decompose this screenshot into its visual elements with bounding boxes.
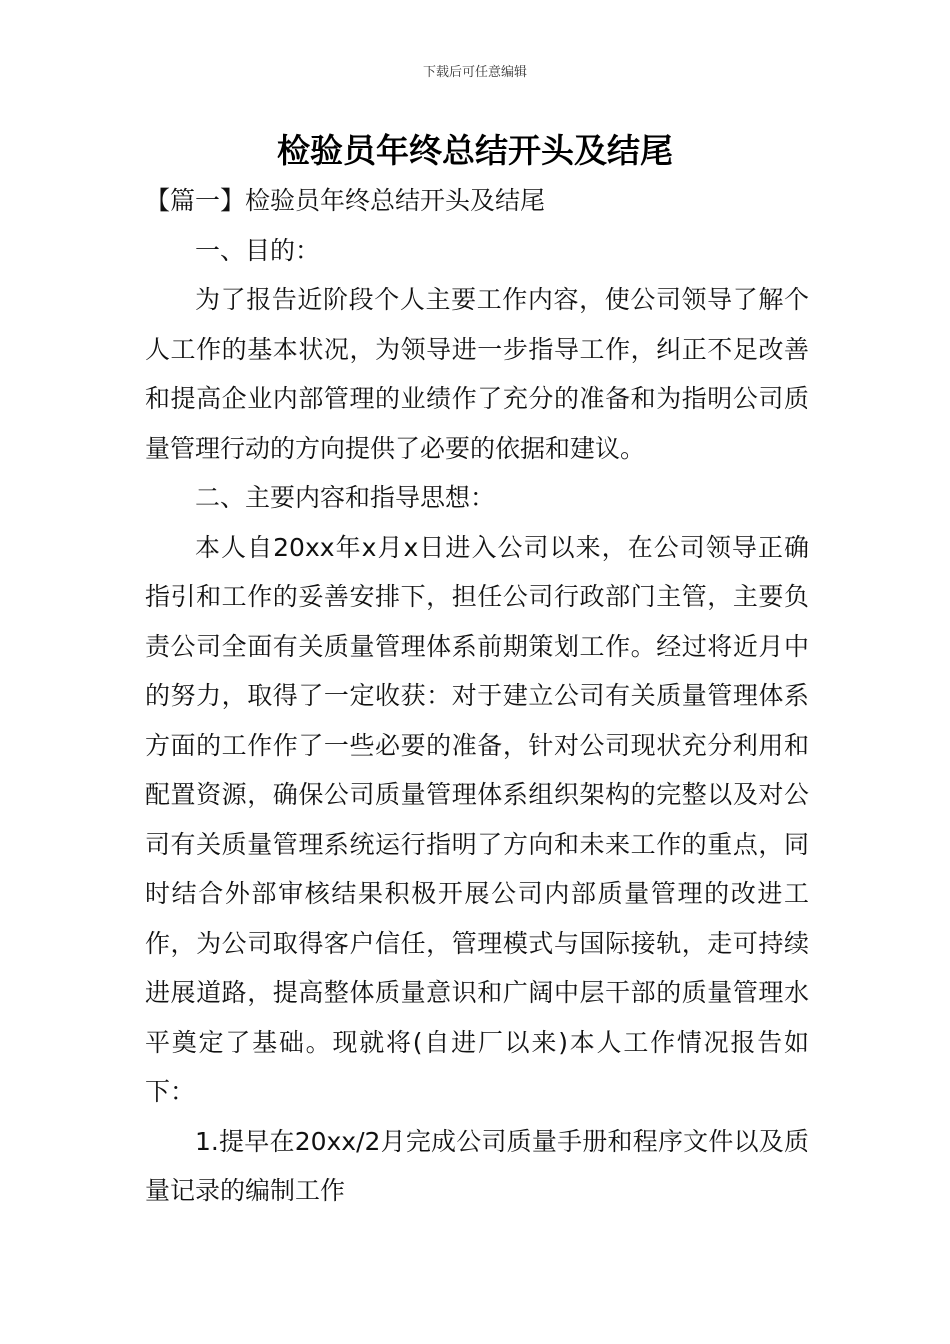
heading-purpose: 一、目的： [195,235,321,265]
document-title: 检验员年终总结开头及结尾 [277,131,673,170]
paragraph-main-content: 本人自20xx年x月x日进入公司以来，在公司领导正确指引和工作的妥善安排下，担任公司行政部门主管，主要负责公司全面有关质量管理体系前期策划工作。经过将近月中的努力，取得了一定收获：对于建立公司有关质量管理体系方面的工作作了一些必要的准备，针对公司现状充分利用和配置资源，确保公司质量管理体系组织架构的完整以及对公司有关质量管理系统运行指明了方向和未来工作的重点，同时结合外部审核结果积极开展公司内部质量管理的改进工作，为公司取得客户信任，管理模式与国际接轨，走可持续进展道路，提高整体质量意识和广阔中层干部的质量管理水平奠定了基础。现就将(自进厂以来)本人工作情况报告如下： [145,532,809,1106]
list-item-1: 1.提早在20xx/2月完成公司质量手册和程序文件以及质量记录的编制工作 [145,1126,809,1205]
paragraph-purpose: 为了报告近阶段个人主要工作内容，使公司领导了解个人工作的基本状况，为领导进一步指导工作，纠正不足改善和提高企业内部管理的业绩作了充分的准备和为指明公司质量管理行动的方向提供了必要的依据和建议。 [145,285,809,463]
header-note: 下载后可任意编辑 [422,65,527,80]
heading-main-content: 二、主要内容和指导思想： [195,483,496,512]
section-label: 【篇一】检验员年终总结开头及结尾 [145,186,546,215]
document-body [145,176,809,1216]
